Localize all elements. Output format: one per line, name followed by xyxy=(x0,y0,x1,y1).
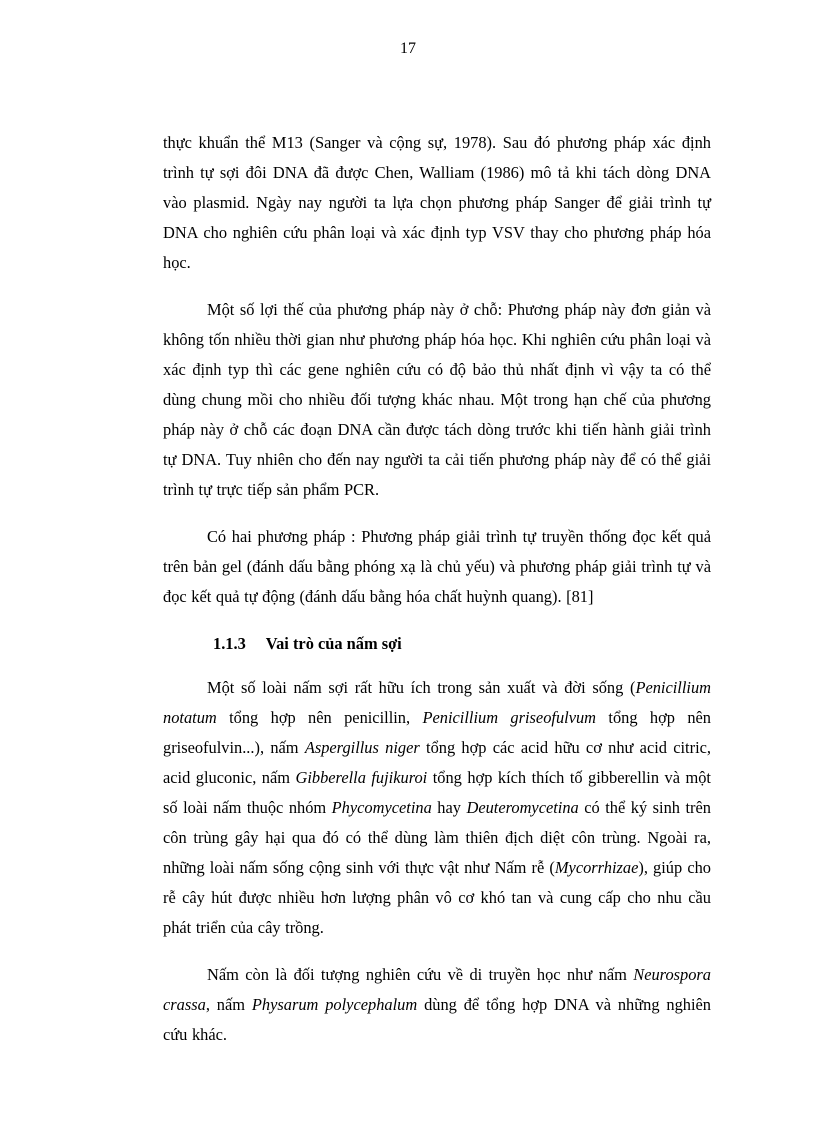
paragraph-method-advantages xyxy=(163,295,711,505)
text-run: tổng hợp các acid hữu cơ như acid citric, acid gluconic, nấm xyxy=(163,738,711,787)
text-run: Một số loài nấm sợi rất hữu ích trong sản xuất và đời sống ( xyxy=(207,678,636,697)
text-run: Deuteromycetina xyxy=(466,798,579,817)
text-run: có thể ký sinh trên côn trùng gây hại qua đó có thể dùng làm thiên địch diệt côn trùng. Ngoài ra, những loài nấm sống cộng sinh với thực vật như Nấm rễ ( xyxy=(163,798,711,877)
text-run: ), giúp cho rễ cây hút được nhiều hơn lượng phân vô cơ khó tan và cung cấp cho nhu cầu phát triển của cây trồng. xyxy=(163,858,711,937)
text-run: thực khuẩn thể M13 (Sanger và cộng sự, 1978). Sau đó phương pháp xác định trình tự sợi đôi DNA đã được Chen, Walliam (1986) mô tả khi tách dòng DNA vào plasmid. Ngày nay người ta lựa chọn phương pháp Sanger để giải trình tự DNA cho nghiên cứu phân loại và xác định typ VSV thay cho phương pháp hóa học. xyxy=(163,133,711,272)
text-run: Aspergillus niger xyxy=(304,738,420,757)
paragraph-sequencing-history xyxy=(163,128,711,278)
text-run: Penicillium griseofulvum xyxy=(422,708,597,727)
text-run: dùng để tổng hợp DNA và những nghiên cứu khác. xyxy=(163,995,711,1044)
text-run: Có hai phương pháp : Phương pháp giải trình tự truyền thống đọc kết quả trên bản gel (đánh dấu bằng phóng xạ là chủ yếu) và phương pháp giải trình tự và đọc kết quả tự động (đánh dấu bằng hóa chất huỳnh quang). [81] xyxy=(163,527,711,606)
text-run: tổng hợp nên penicillin, xyxy=(216,708,423,727)
page-number: 17 xyxy=(400,40,416,57)
section-heading-title: Vai trò của nấm sợi xyxy=(265,634,402,653)
paragraph-two-methods xyxy=(163,522,711,612)
text-run: Physarum polycephalum xyxy=(251,995,418,1014)
paragraph-fungi-genetics xyxy=(163,960,711,1050)
text-run: Penicillium notatum xyxy=(163,678,711,727)
text-run: Gibberella fujikuroi xyxy=(295,768,428,787)
paragraph-fungi-roles xyxy=(163,673,711,943)
text-run: Phycomycetina xyxy=(331,798,432,817)
text-run: Nấm còn là đối tượng nghiên cứu về di truyền học như nấm xyxy=(207,965,634,984)
text-run: Một số lợi thế của phương pháp này ở chỗ: Phương pháp này đơn giản và không tốn nhiều thời gian như phương pháp hóa học. Khi nghiên cứu phân loại và xác định typ thì các gene nghiên cứu có độ bảo thủ nhất định vì vậy ta có thể dùng chung mồi cho nhiều đối tượng khác nhau. Một trong hạn chế của phương pháp này ở chỗ các đoạn DNA cần được tách dòng trước khi tiến hành giải trình tự DNA. Tuy nhiên cho đến nay người ta cải tiến phương pháp này để có thể giải trình tự trực tiếp sản phẩm PCR. xyxy=(163,300,711,499)
section-heading-number: 1.1.3 xyxy=(213,634,246,653)
text-run: Neurospora crassa xyxy=(163,965,711,1014)
text-run: Mycorrhizae xyxy=(554,858,639,877)
text-run: , nấm xyxy=(205,995,252,1014)
text-run: tổng hợp nên griseofulvin...), nấm xyxy=(163,708,712,757)
section-heading-1-1-3 xyxy=(163,629,711,659)
document-body xyxy=(163,128,711,1067)
text-run: hay xyxy=(431,798,467,817)
text-run: tổng hợp kích thích tố gibberellin và một số loài nấm thuộc nhóm xyxy=(163,768,711,817)
